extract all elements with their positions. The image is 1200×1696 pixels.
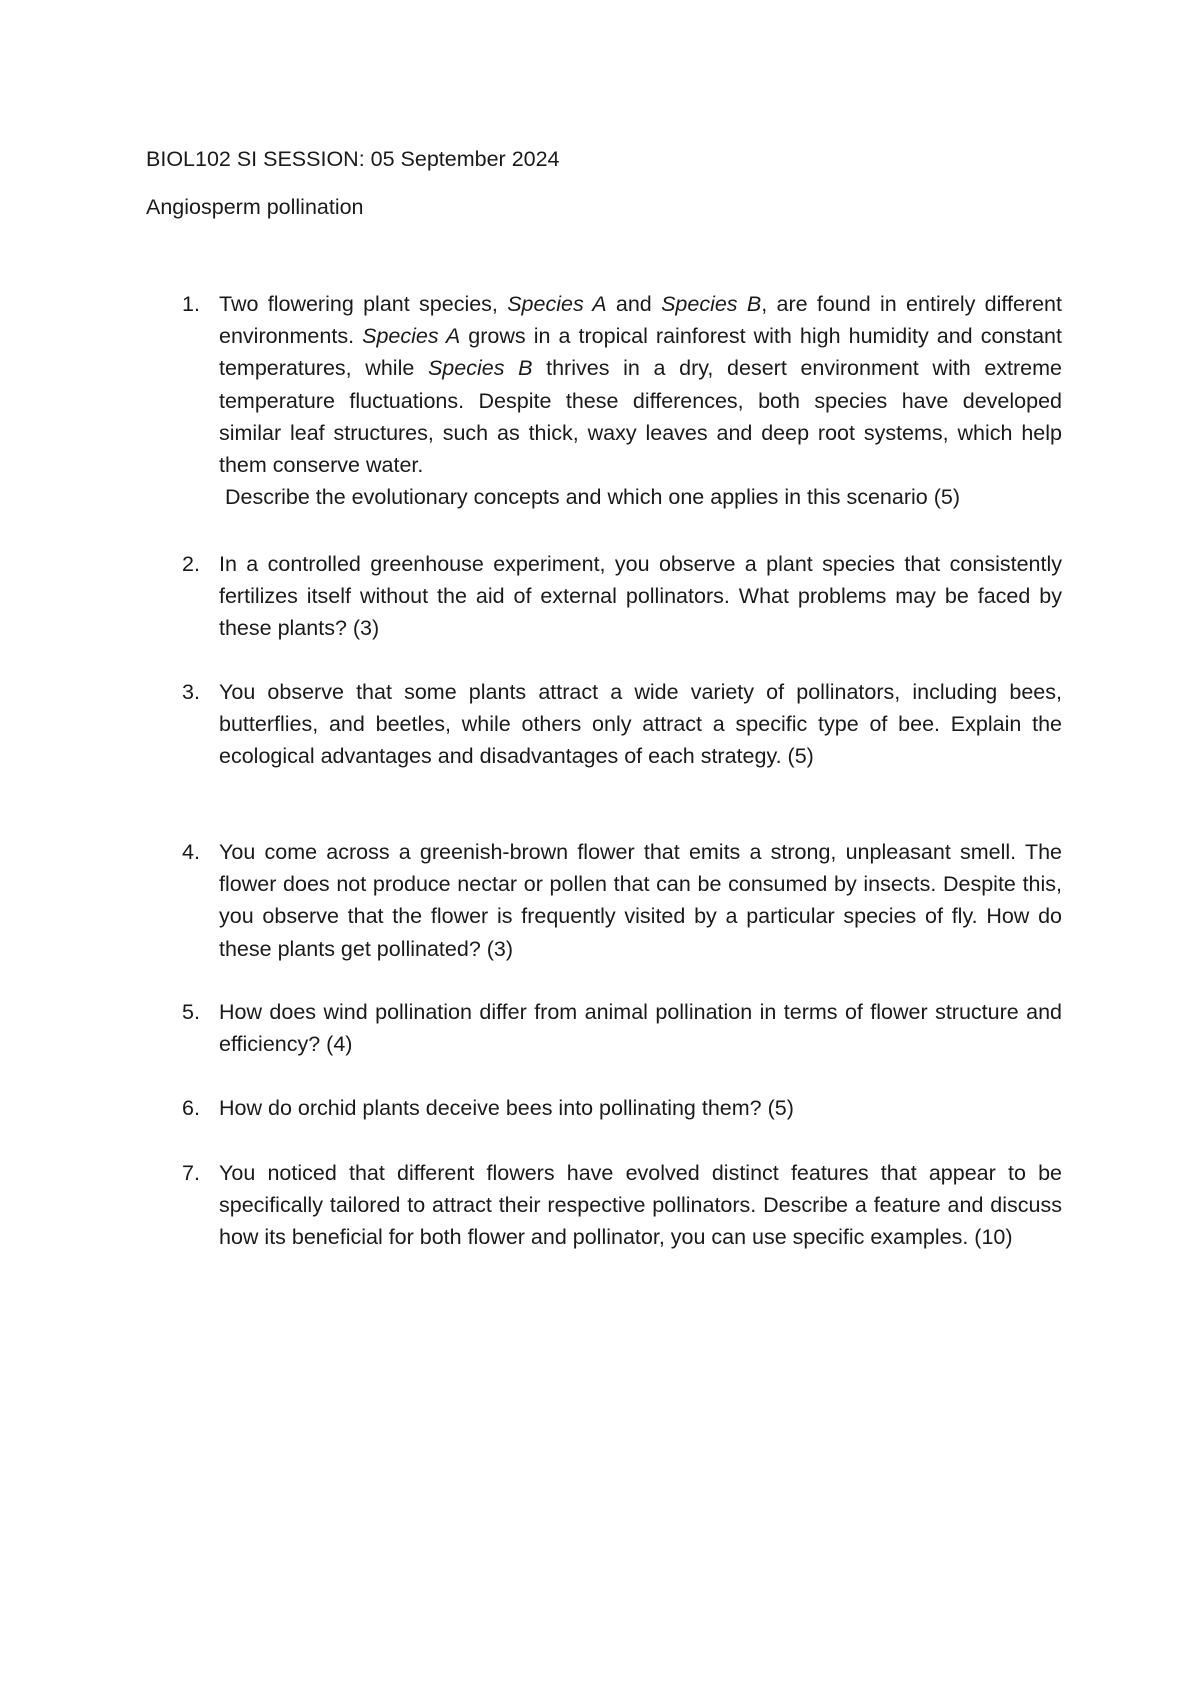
question-1	[146, 288, 1062, 513]
document-title: BIOL102 SI SESSION: 05 September 2024	[146, 147, 560, 171]
question-text: You observe that some plants attract a wide variety of pollinators, including bees, butterflies, and beetles, while others only attract a specific type of bee. Explain the ecological advantages and disadvantages of each strategy. (5)	[219, 680, 1062, 769]
question-number: 7.	[182, 1161, 200, 1185]
question-text: You come across a greenish-brown flower that emits a strong, unpleasant smell. The flower does not produce nectar or pollen that can be consumed by insects. Despite this, you observe that the flower is frequently visited by a particular species of fly. How do these plants get pollinated? (3)	[219, 840, 1062, 961]
question-number: 4.	[182, 840, 200, 864]
species-b-label: Species B	[427, 356, 533, 381]
species-b-label: Species B	[661, 292, 762, 316]
species-a-label: Species A	[507, 292, 607, 316]
question-number: 1.	[182, 292, 200, 316]
question-7	[146, 1157, 1062, 1254]
question-6	[146, 1092, 1062, 1124]
question-text: How does wind pollination differ from animal pollination in terms of flower structure and efficiency? (4)	[219, 1000, 1062, 1057]
document-subtitle: Angiosperm pollination	[146, 195, 364, 219]
question-text: In a controlled greenhouse experiment, you observe a plant species that consistently fertilizes itself without the aid of external pollinators. What problems may be faced by these plants? (3)	[219, 552, 1062, 641]
question-text: You noticed that different flowers have evolved distinct features that appear to be specifically tailored to attract their respective pollinators. Describe a feature and discuss how its beneficial for both flower and pollinator, you can use specific examples. (10)	[219, 1161, 1062, 1250]
question-4	[146, 836, 1062, 965]
question-3	[146, 676, 1062, 773]
question-text: How do orchid plants deceive bees into pollinating them? (5)	[219, 1096, 794, 1120]
question-number: 6.	[182, 1096, 200, 1120]
question-2	[146, 548, 1062, 645]
species-a-label: Species A	[362, 324, 461, 349]
question-number: 2.	[182, 552, 200, 576]
question-followup: Describe the evolutionary concepts and which one applies in this scenario (5)	[225, 485, 960, 510]
question-text: Two flowering plant species, Species A and Species B, are found in entirely different environments. Species A grows in a tropical rainforest with high humidity and constant temperatures, while Species B thrives in a dry, desert environment with extreme temperature fluctuations. Despite these differences, both species have developed similar leaf structures, such as thick, waxy leaves and deep root systems, which help them conserve water. Describe the evolutionary concepts and which one applies in this scenario (5)	[219, 288, 1062, 513]
question-number: 5.	[182, 1000, 200, 1024]
question-5	[146, 996, 1062, 1060]
question-number: 3.	[182, 680, 200, 704]
